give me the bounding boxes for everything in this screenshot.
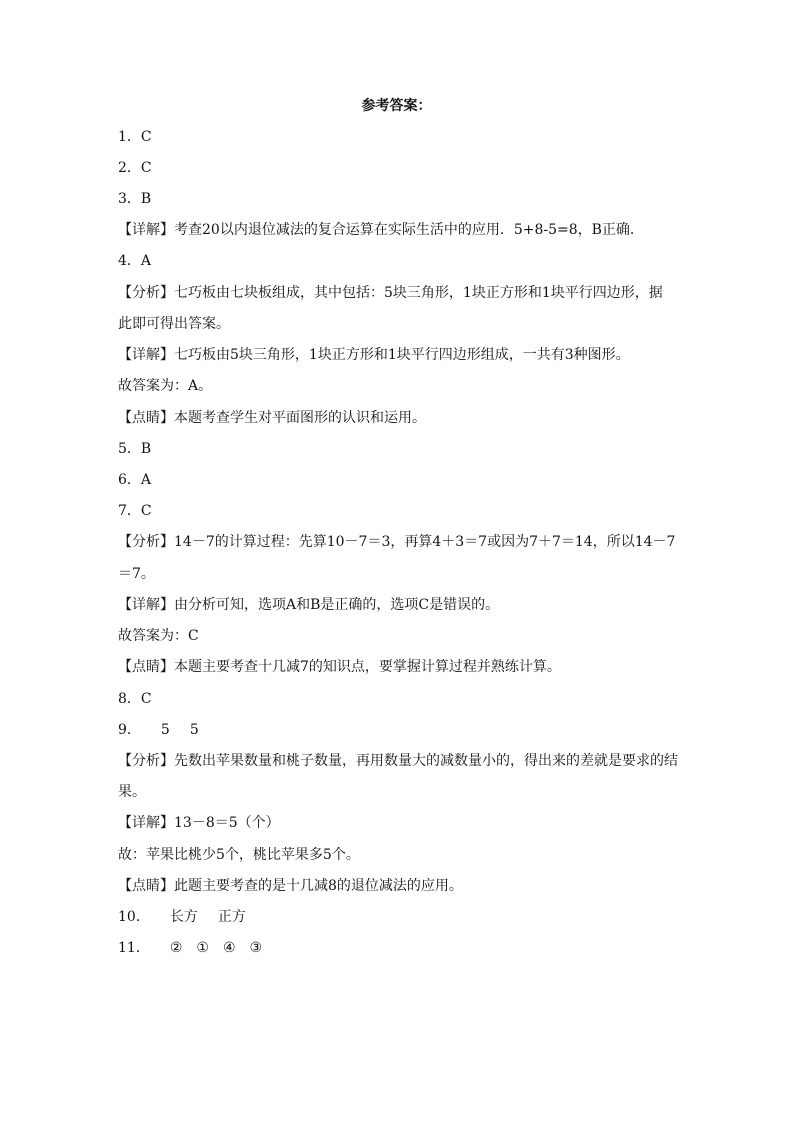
comment-line: 【点睛】本题考查学生对平面图形的认识和运用。 [118,410,426,426]
answer-blank: 5 [160,722,170,738]
analysis-line: 果。 [118,784,146,800]
answer-blank: ② [169,940,183,956]
answer-line: 5．B [118,441,152,457]
detail-line: 【详解】考查20以内退位减法的复合运算在实际生活中的应用．5+8-5=8，B正确． [118,222,644,238]
question-number: 10． [118,909,150,925]
answer-line: 1．C [118,129,152,145]
answer-blank: 长方 [169,909,198,925]
analysis-line: 此即可得出答案。 [118,316,230,332]
answer-line-9 [118,720,678,740]
page-title: 参考答案： [361,98,432,114]
analysis-line: 【分析】14－7的计算过程：先算10－7＝3，再算4＋3＝7或因为7＋7＝14，所以14－7 [118,534,676,550]
question-number: 11． [118,940,150,956]
answer-line: 故答案为：A。 [118,378,213,394]
answer-blank: ③ [249,940,263,956]
answer-blank: ① [196,940,209,956]
answer-line: 3．B [118,191,152,207]
answer-line-10 [118,907,678,927]
detail-line: 【详解】由分析可知，选项A和B是正确的，选项C是错误的。 [118,597,500,613]
answer-line: 故：苹果比桃少5个，桃比苹果多5个。 [118,847,360,863]
answer-line: 8．C [118,691,152,707]
answer-line-11 [118,938,678,958]
comment-line: 【点睛】此题主要考查的是十几减8的退位减法的应用。 [118,878,463,894]
detail-line: 【详解】13－8＝5（个） [118,815,280,831]
answer-line: 故答案为：C [118,628,199,644]
answer-line: 6．A [118,472,152,488]
analysis-line: 【分析】先数出苹果数量和桃子数量，再用数量大的减数量小的，得出来的差就是要求的结 [118,753,678,769]
analysis-line: ＝7。 [118,566,155,582]
answer-blank: ④ [222,940,236,956]
answer-blank: 5 [189,722,199,738]
analysis-line: 【分析】七巧板由七块板组成，其中包括：5块三角形，1块正方形和1块平行四边形，据 [118,285,663,301]
answer-line: 2．C [118,160,152,176]
answer-line: 4．A [118,253,152,269]
answer-line: 7．C [118,503,152,519]
answer-blank: 正方 [217,909,246,925]
question-number: 9． [118,722,141,738]
comment-line: 【点睛】本题主要考查十几减7的知识点，要掌握计算过程并熟练计算。 [118,659,561,675]
detail-line: 【详解】七巧板由5块三角形，1块正方形和1块平行四边形组成，一共有3种图形。 [118,347,630,363]
